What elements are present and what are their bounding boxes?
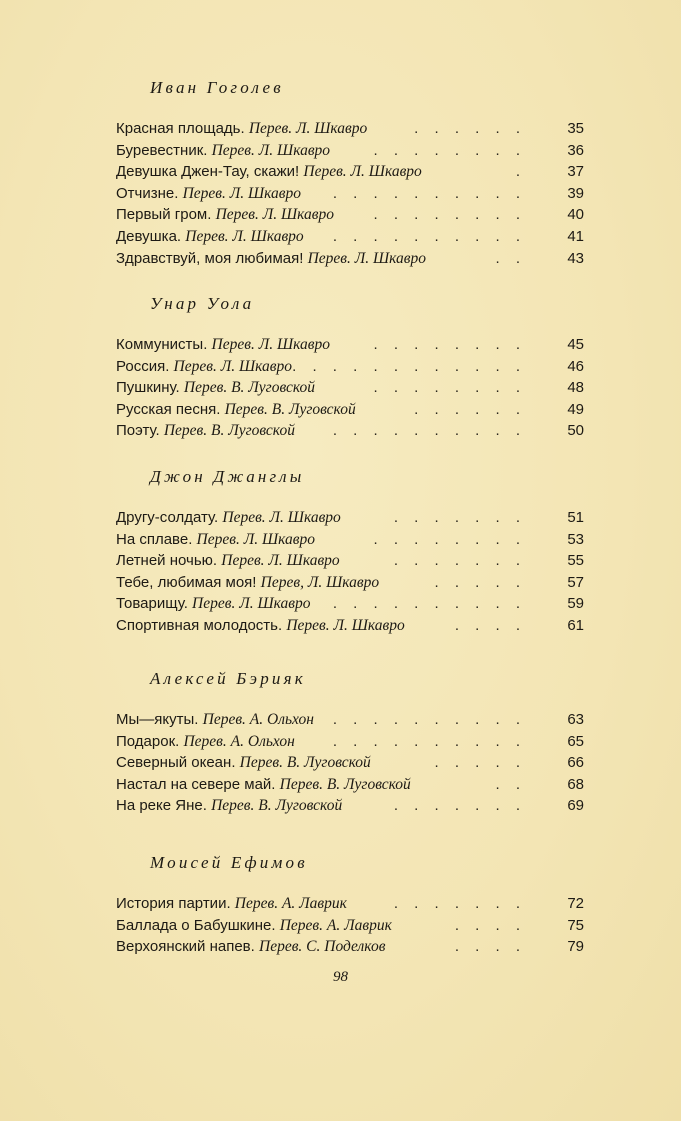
translator: Перев. В. Луговской xyxy=(211,797,343,815)
page-number: 46 xyxy=(567,357,584,375)
poem-title: Россия. xyxy=(116,357,170,375)
author-heading: Моисей Ефимов xyxy=(150,853,308,872)
toc-entry xyxy=(116,572,584,594)
translator: Перев. Л. Шкавро xyxy=(222,509,341,526)
translator: Перев. Л. Шкавро xyxy=(196,530,315,548)
leader-dots: . . . . . . . . xyxy=(373,379,526,397)
toc-entry xyxy=(116,377,584,399)
toc-entry xyxy=(116,183,584,205)
translator: Перев. А. Лаврик xyxy=(234,895,347,912)
toc-entry xyxy=(116,893,584,915)
leader-dots: . . . . . . . . . . xyxy=(332,422,526,440)
toc-entries xyxy=(116,709,584,817)
translator: Перев. В. Луговской xyxy=(224,400,356,418)
toc-entry xyxy=(116,140,584,162)
translator: Перев. Л. Шкавро xyxy=(307,249,426,267)
author-heading: Унар Уола xyxy=(150,294,255,313)
page-number: 79 xyxy=(567,938,584,956)
leader-dots: . . . . . . . . xyxy=(373,141,526,159)
page-number: 57 xyxy=(567,573,584,591)
poem-title: Поэту. xyxy=(116,422,160,440)
leader-dots: . . . . . . . . . . xyxy=(332,184,526,202)
toc-entry xyxy=(116,936,584,958)
leader-dots: . . . . xyxy=(454,916,526,934)
toc-entry xyxy=(116,118,584,140)
leader-dots: . . . . . . . . . . xyxy=(332,595,526,613)
leader-dots: . . . . . xyxy=(434,754,526,772)
poem-title: Первый гром. xyxy=(116,206,212,224)
author-heading: Джон Джанглы xyxy=(150,467,305,486)
poem-title: История партии. xyxy=(116,895,231,912)
page-number: 53 xyxy=(567,530,584,548)
toc-entry xyxy=(116,161,584,183)
poem-title: Настал на севере май. xyxy=(116,775,276,793)
leader-dots: . . . . . . xyxy=(414,120,526,137)
poem-title: Здравствуй, моя любимая! xyxy=(116,249,304,267)
leader-dots: . . . . . . . xyxy=(393,552,526,570)
poem-title: На сплаве. xyxy=(116,530,193,548)
translator: Перев. Л. Шкавро xyxy=(286,616,405,634)
leader-dots: . . . . . . . xyxy=(393,895,526,912)
toc-entry xyxy=(116,204,584,226)
page-number: 49 xyxy=(567,400,584,418)
page-number: 68 xyxy=(567,775,584,793)
poem-title: Мы—якуты. xyxy=(116,711,199,728)
translator: Перев. А. Лаврик xyxy=(279,916,392,934)
toc-entries xyxy=(116,893,584,958)
toc-entry xyxy=(116,774,584,796)
author-heading: Алексей Бэрияк xyxy=(150,669,306,688)
leader-dots: . . . . . . . . . . xyxy=(332,227,526,245)
translator: Перев. Л. Шкавро xyxy=(211,336,330,353)
poem-title: Товарищу. xyxy=(116,595,188,613)
toc-entry xyxy=(116,507,584,529)
toc-entry xyxy=(116,334,584,356)
translator: Перев. Л. Шкавро xyxy=(221,552,340,570)
page-number: 36 xyxy=(567,141,584,159)
toc-entry xyxy=(116,709,584,731)
translator: Перев, Л. Шкавро xyxy=(260,573,380,591)
leader-dots: . . xyxy=(495,249,526,267)
poem-title: Буревестник. xyxy=(116,141,208,159)
toc-entry xyxy=(116,420,584,442)
poem-title: Коммунисты. xyxy=(116,336,208,353)
translator: Перев. А. Ольхон xyxy=(202,711,314,728)
poem-title: Красная площадь. xyxy=(116,120,245,137)
leader-dots: . . . . xyxy=(454,616,526,634)
page-number: 43 xyxy=(567,249,584,267)
author-heading: Иван Гоголев xyxy=(150,78,284,97)
leader-dots: . . . . . . . . . . xyxy=(332,711,526,728)
toc-entry xyxy=(116,615,584,637)
poem-title: Северный океан. xyxy=(116,754,236,772)
leader-dots: . . . . . . . xyxy=(393,797,526,815)
leader-dots: . . xyxy=(495,775,526,793)
toc-entry xyxy=(116,399,584,421)
leader-dots: . . . . . . . . xyxy=(373,206,526,224)
toc-entries xyxy=(116,334,584,442)
poem-title: Баллада о Бабушкине. xyxy=(116,916,276,934)
toc-entry xyxy=(116,529,584,551)
leader-dots: . . . . xyxy=(454,938,526,956)
page-folio: 98 xyxy=(333,969,348,985)
page-number: 75 xyxy=(567,916,584,934)
poem-title: Пушкину. xyxy=(116,379,180,397)
page-number: 39 xyxy=(567,184,584,202)
page-number: 59 xyxy=(567,595,584,613)
page-number: 61 xyxy=(567,616,584,634)
page-number: 35 xyxy=(567,120,584,137)
page-number: 37 xyxy=(567,163,584,181)
poem-title: На реке Яне. xyxy=(116,797,207,815)
page-number: 51 xyxy=(567,509,584,526)
toc-entry xyxy=(116,752,584,774)
translator: Перев. Л. Шкавро xyxy=(182,184,302,202)
page-number: 55 xyxy=(567,552,584,570)
toc-entry xyxy=(116,248,584,270)
page-number: 41 xyxy=(567,227,584,245)
translator: Перев. Л. Шкавро xyxy=(192,595,311,613)
leader-dots: . . . . . . . . . . . . xyxy=(292,357,526,375)
poem-title: Девушка. xyxy=(116,227,182,245)
toc-entry xyxy=(116,731,584,753)
toc-entries xyxy=(116,118,584,269)
translator: Перев. С. Поделков xyxy=(259,938,386,956)
poem-title: Русская песня. xyxy=(116,400,221,418)
poem-title: Другу-солдату. xyxy=(116,509,219,526)
page-number: 63 xyxy=(567,711,584,728)
toc-entry xyxy=(116,550,584,572)
poem-title: Летней ночью. xyxy=(116,552,218,570)
toc-entry xyxy=(116,795,584,817)
leader-dots: . . . . . . . xyxy=(393,509,526,526)
poem-title: Спортивная молодость. xyxy=(116,616,283,634)
page-number: 65 xyxy=(567,732,584,750)
leader-dots: . . . . . . . . xyxy=(373,530,526,548)
toc-entry xyxy=(116,915,584,937)
page-number: 48 xyxy=(567,379,584,397)
page-number: 72 xyxy=(567,895,584,912)
translator: Перев. Л. Шкавро xyxy=(248,120,368,137)
page-number: 66 xyxy=(567,754,584,772)
toc-entries xyxy=(116,507,584,637)
translator: Перев. В. Луговской xyxy=(239,754,371,772)
poem-title: Отчизне. xyxy=(116,184,179,202)
translator: Перев. В. Луговской xyxy=(183,379,316,397)
leader-dots: . . . . . . . . xyxy=(373,336,526,353)
poem-title: Подарок. xyxy=(116,732,180,750)
leader-dots: . . . . . . xyxy=(414,400,526,418)
page-number: 50 xyxy=(567,422,584,440)
toc-entry xyxy=(116,226,584,248)
translator: Перев. А. Ольхон xyxy=(183,732,295,750)
translator: Перев. Л. Шкавро xyxy=(215,206,335,224)
translator: Перев. Л. Шкавро xyxy=(185,227,304,245)
page-number: 45 xyxy=(567,336,584,353)
translator: Перев. Л. Шкавро xyxy=(303,163,422,181)
poem-title: Верхоянский напев. xyxy=(116,938,255,956)
toc-entry xyxy=(116,356,584,378)
page-number: 40 xyxy=(567,206,584,224)
leader-dots: . . . . . xyxy=(434,573,526,591)
leader-dots: . xyxy=(515,163,526,181)
translator: Перев. Л. Шкавро xyxy=(173,357,292,375)
toc-entry xyxy=(116,593,584,615)
page-number: 69 xyxy=(567,797,584,815)
leader-dots: . . . . . . . . . . xyxy=(332,732,526,750)
translator: Перев. В. Луговской xyxy=(163,422,295,440)
poem-title: Девушка Джен-Тау, скажи! xyxy=(116,163,300,181)
poem-title: Тебе, любимая моя! xyxy=(116,573,257,591)
translator: Перев. В. Луговской xyxy=(279,775,411,793)
translator: Перев. Л. Шкавро xyxy=(211,141,331,159)
